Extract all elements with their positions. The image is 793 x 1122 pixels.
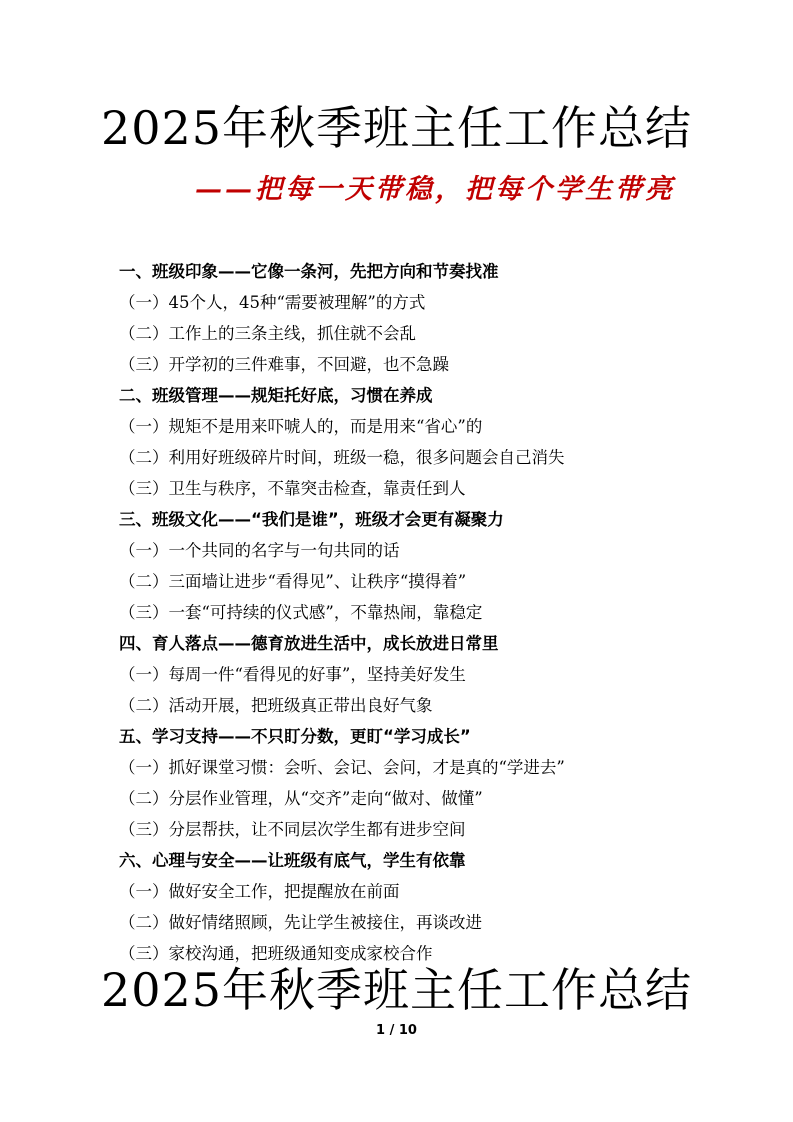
subsection-item: （三）开学初的三件难事，不回避，也不急躁: [119, 355, 449, 374]
section-heading: 三、班级文化——“我们是谁”，班级才会更有凝聚力: [119, 510, 504, 529]
subsection-item: （二）利用好班级碎片时间，班级一稳，很多问题会自己消失: [119, 448, 565, 467]
repeated-document-title: 2025年秋季班主任工作总结: [100, 963, 693, 1017]
document-title: 2025年秋季班主任工作总结: [100, 101, 693, 155]
subsection-item: （二）活动开展，把班级真正带出良好气象: [119, 696, 433, 715]
subsection-item: （一）每周一件“看得见的好事”，坚持美好发生: [119, 665, 466, 684]
subsection-item: （三）一套“可持续的仪式感”，不靠热闹，靠稳定: [119, 603, 483, 622]
page-number: 1 / 10: [376, 1023, 417, 1038]
subsection-item: （一）做好安全工作，把提醒放在前面: [119, 882, 400, 901]
document-subtitle: ——把每一天带稳，把每个学生带亮: [195, 174, 675, 205]
table-of-contents: [119, 256, 679, 969]
subsection-item: （二）做好情绪照顾，先让学生被接住，再谈改进: [119, 913, 482, 932]
subsection-item: （一）规矩不是用来吓唬人的，而是用来“省心”的: [119, 417, 483, 436]
section-heading: 四、育人落点——德育放进生活中，成长放进日常里: [119, 634, 499, 653]
section-heading: 六、心理与安全——让班级有底气，学生有依靠: [119, 851, 466, 870]
subsection-item: （二）三面墙让进步“看得见”、让秩序“摸得着”: [119, 572, 467, 591]
subsection-item: （一）抓好课堂习惯：会听、会记、会问，才是真的“学进去”: [119, 758, 565, 777]
subsection-item: （二）工作上的三条主线，抓住就不会乱: [119, 324, 416, 343]
subsection-item: （三）家校沟通，把班级通知变成家校合作: [119, 944, 433, 963]
section-heading: 一、班级印象——它像一条河，先把方向和节奏找准: [119, 262, 499, 281]
section-heading: 二、班级管理——规矩托好底，习惯在养成: [119, 386, 433, 405]
subsection-item: （三）卫生与秩序，不靠突击检查，靠责任到人: [119, 479, 466, 498]
subsection-item: （二）分层作业管理，从“交齐”走向“做对、做懂”: [119, 789, 483, 808]
subsection-item: （一）45个人，45种“需要被理解”的方式: [119, 293, 426, 312]
section-heading: 五、学习支持——不只盯分数，更盯“学习成长”: [119, 727, 471, 746]
subsection-item: （三）分层帮扶，让不同层次学生都有进步空间: [119, 820, 466, 839]
subsection-item: （一）一个共同的名字与一句共同的话: [119, 541, 400, 560]
